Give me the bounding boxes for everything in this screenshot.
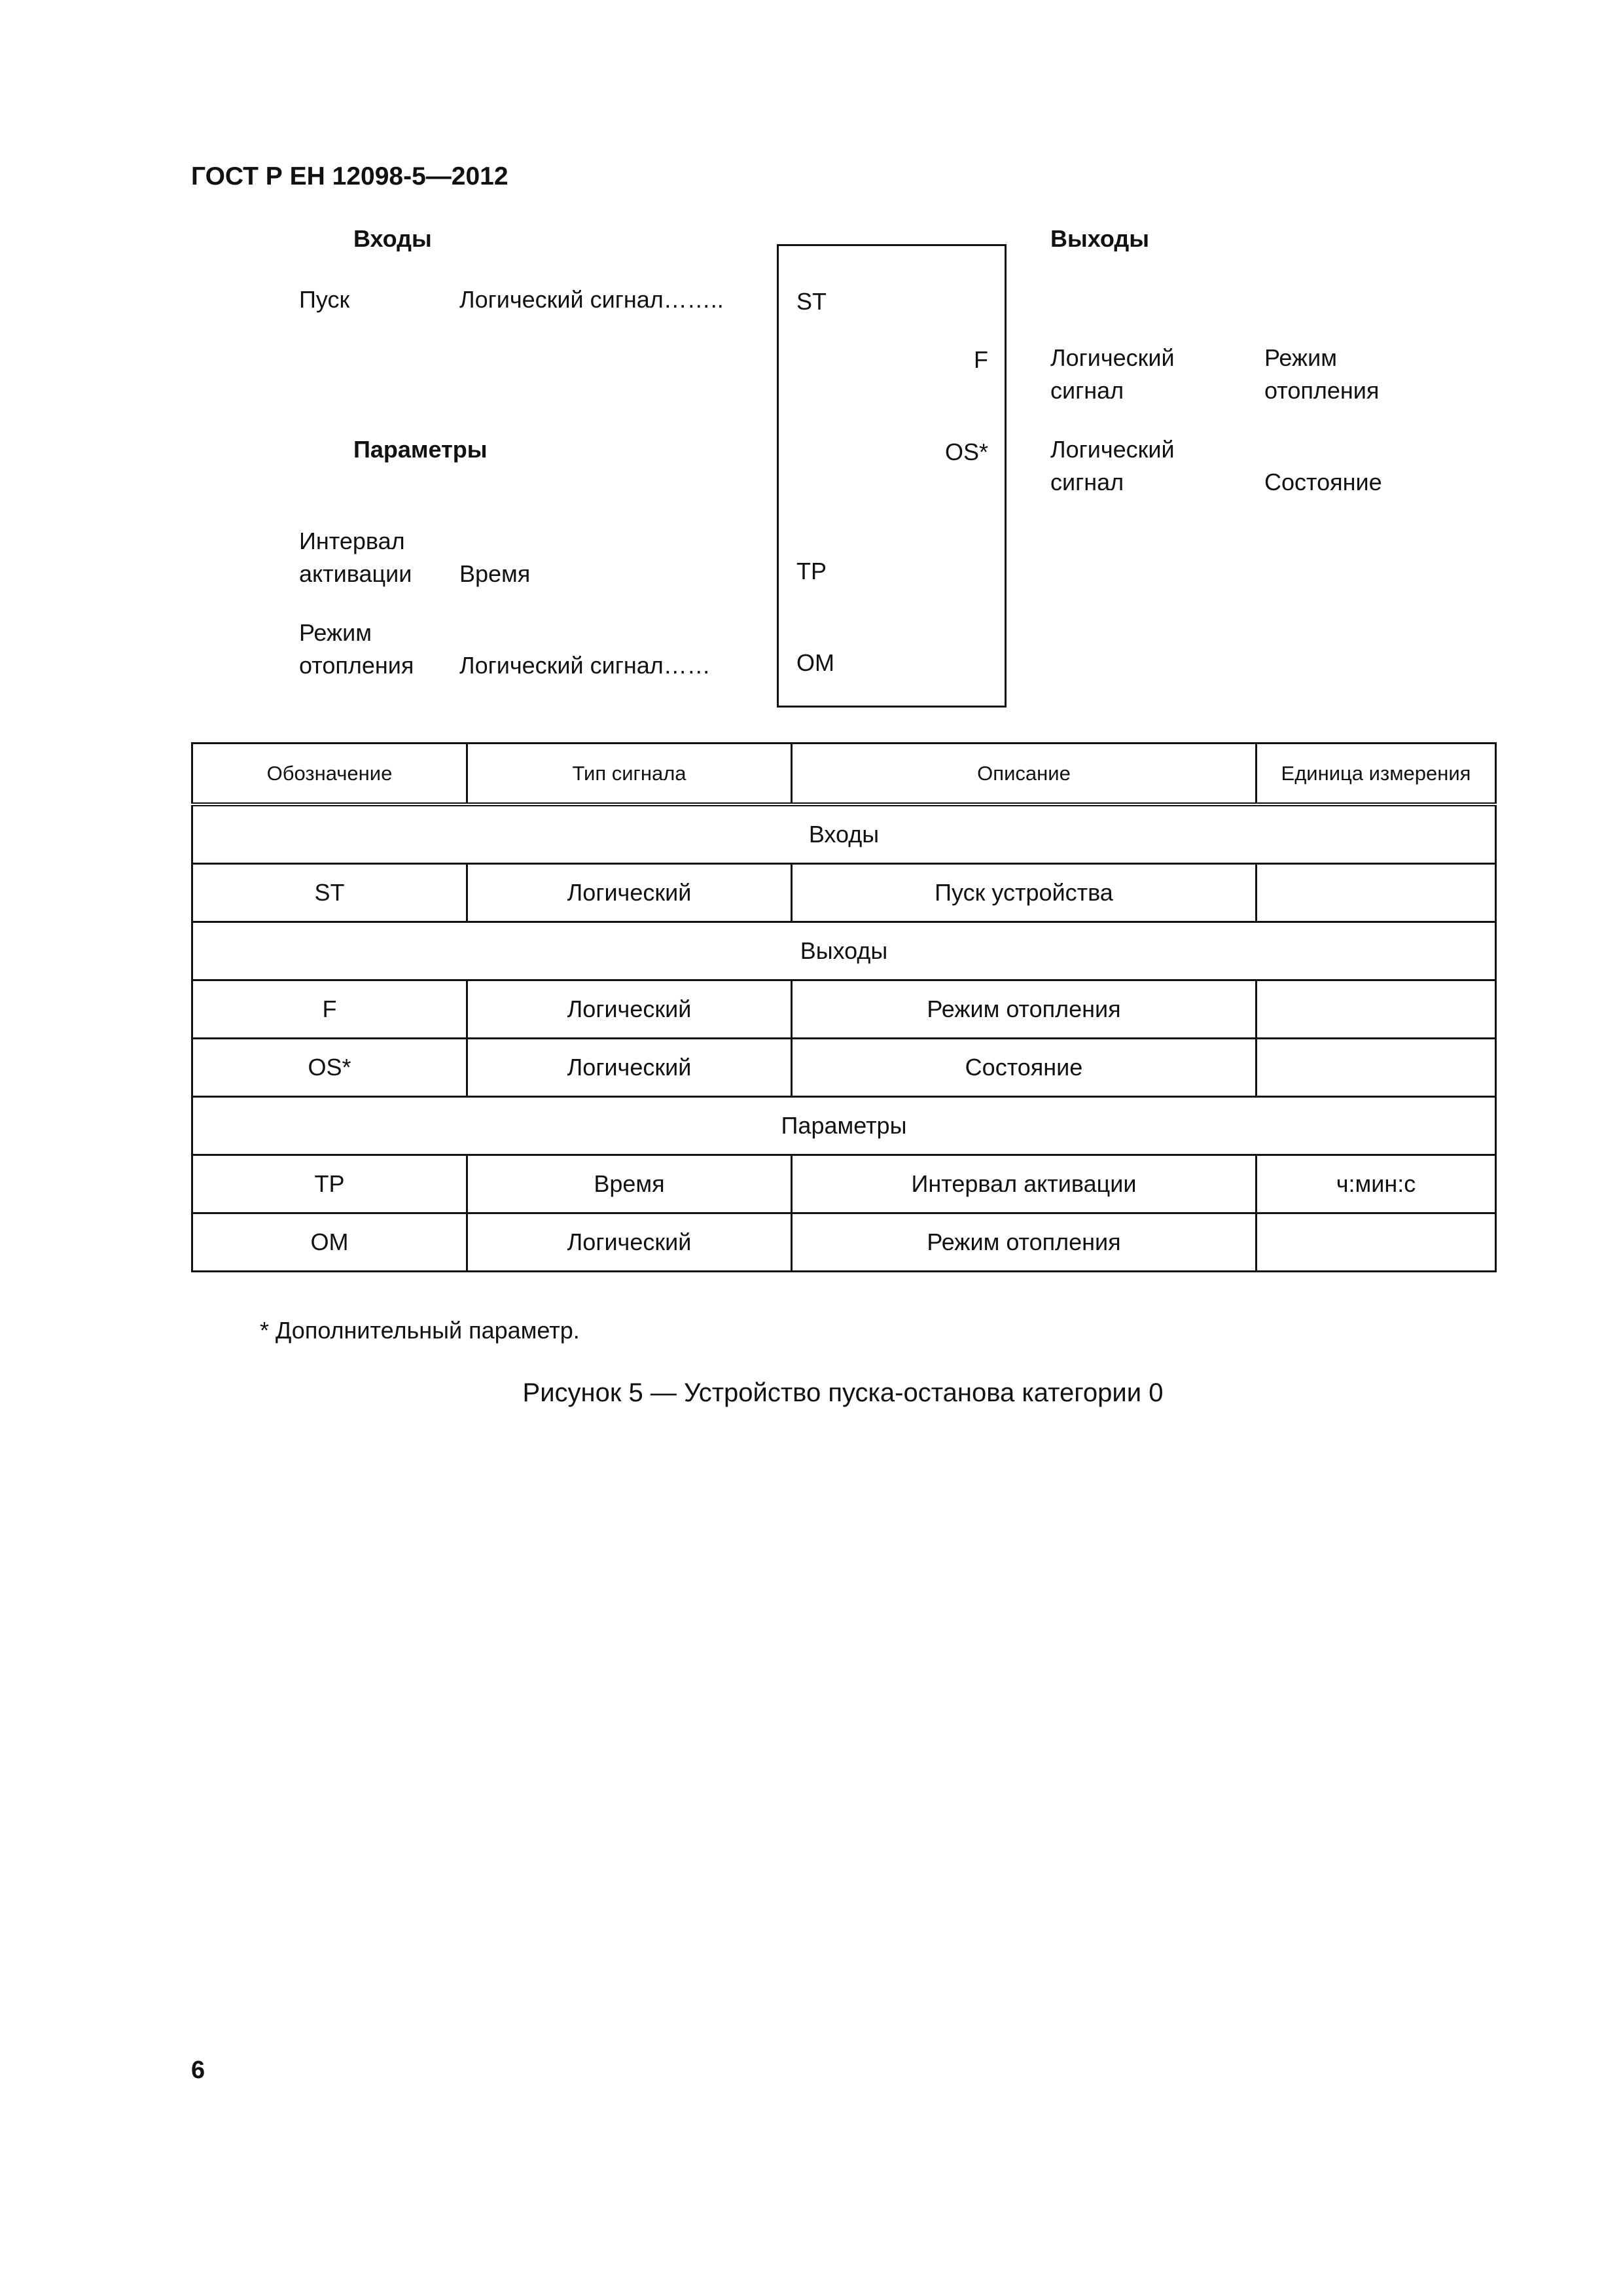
cell-code: OS* [192,1039,467,1097]
table-row [192,980,1496,1039]
cell-type: Время [467,1155,792,1213]
column-header: Обозначение [192,744,467,805]
cell-code: TP [192,1155,467,1213]
output-f-type: Логический сигнал [1050,344,1175,404]
port-tp: TP [796,558,827,584]
input-name: Пуск [299,286,350,313]
output-f-desc: Режим отопления [1264,344,1380,404]
param-om-name: Режим отопления [299,619,414,679]
cell-type: Логический [467,1039,792,1097]
cell-code: ST [192,864,467,922]
cell-unit [1257,1213,1496,1272]
cell-type: Логический [467,980,792,1039]
table-header-row [192,744,1496,805]
cell-code: F [192,980,467,1039]
param-tp-name: Интервал активации [299,528,412,587]
cell-type: Логический [467,1213,792,1272]
param-tp-type: Время [459,560,531,587]
section-title: Параметры [192,1097,1496,1155]
column-header: Описание [792,744,1257,805]
table-row [192,1155,1496,1213]
port-os: OS* [944,439,988,465]
footnote: * Дополнительный параметр. [260,1317,580,1344]
section-title: Входы [192,804,1496,864]
output-os-type: Логический сигнал [1050,436,1175,495]
document-header: ГОСТ Р ЕН 12098-5—2012 [191,162,508,190]
section-title: Выходы [192,922,1496,980]
section-row [192,1097,1496,1155]
outputs-heading: Выходы [1050,225,1149,252]
signals-table [191,742,1497,1272]
params-heading: Параметры [353,436,488,463]
port-om: OM [796,649,834,676]
cell-desc: Интервал активации [792,1155,1257,1213]
cell-type: Логический [467,864,792,922]
output-os-desc: Состояние [1264,469,1382,495]
table-row [192,1213,1496,1272]
param-om-type: Логический сигнал…… [459,652,711,679]
column-header: Тип сигнала [467,744,792,805]
column-header: Единица измерения [1257,744,1496,805]
section-row [192,922,1496,980]
cell-unit [1257,980,1496,1039]
input-type: Логический сигнал…….. [459,286,724,313]
table-row [192,1039,1496,1097]
port-f: F [974,346,988,373]
cell-unit [1257,1039,1496,1097]
section-row [192,804,1496,864]
cell-desc: Режим отопления [792,980,1257,1039]
cell-code: OM [192,1213,467,1272]
cell-desc: Пуск устройства [792,864,1257,922]
figure-caption: Рисунок 5 — Устройство пуска-останова категории 0 [522,1378,1164,1407]
page-number: 6 [191,2056,205,2084]
table-row [192,864,1496,922]
cell-desc: Состояние [792,1039,1257,1097]
cell-unit: ч:мин:с [1257,1155,1496,1213]
port-st: ST [796,288,827,315]
cell-unit [1257,864,1496,922]
cell-desc: Режим отопления [792,1213,1257,1272]
inputs-heading: Входы [353,225,432,252]
